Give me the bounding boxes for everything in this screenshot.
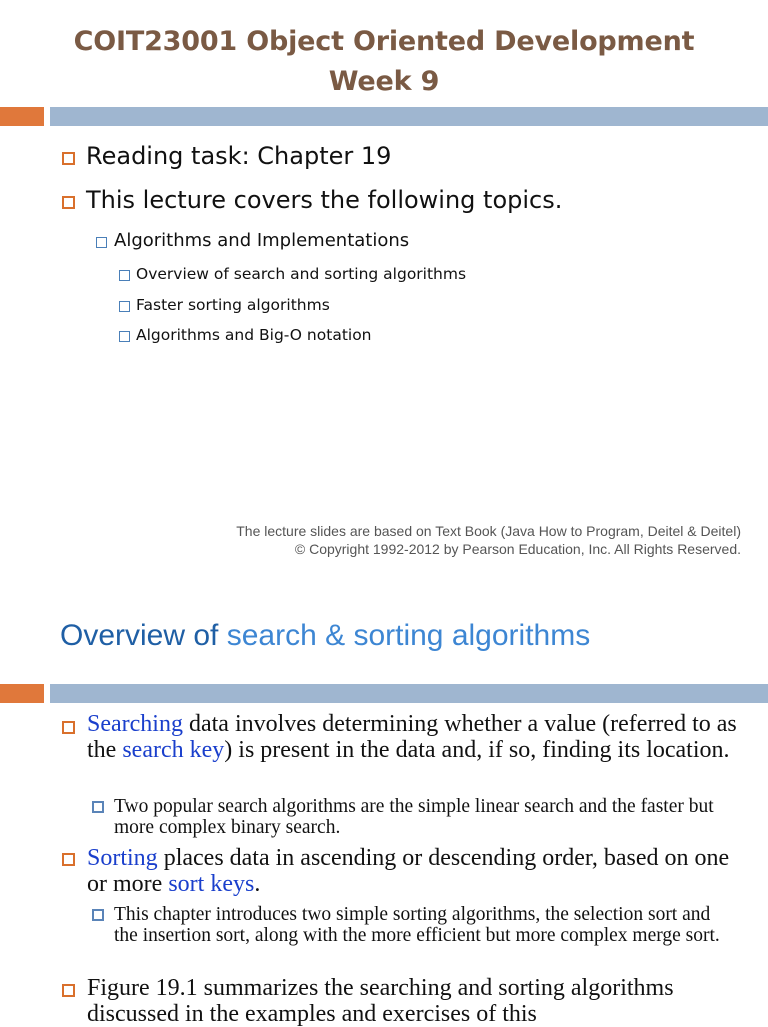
blue-square-bullet-icon xyxy=(96,237,107,248)
keyword-search-key: search key xyxy=(122,737,225,763)
slide1-title-line1: COIT23001 Object Oriented Development xyxy=(73,26,695,57)
orange-square-bullet-icon xyxy=(62,853,75,866)
bullet-text: data involves determining whether a value (referred to as the xyxy=(87,711,737,763)
bullet-text: ) is present in the data and, if so, finding its location. xyxy=(224,737,730,763)
slide2-bullet-sorting xyxy=(87,845,742,897)
orange-square-bullet-icon xyxy=(62,721,75,734)
orange-square-bullet-icon xyxy=(62,984,75,997)
slide2-accent-bar-orange xyxy=(0,684,44,703)
slide1-subsub-bigo: Algorithms and Big-O notation xyxy=(136,326,372,344)
slide2-subbullet-search-algos: Two popular search algorithms are the simple linear search and the faster but more complex binary search. xyxy=(114,796,714,838)
blue-square-bullet-icon xyxy=(119,331,130,342)
slide1-title-line2: Week 9 xyxy=(328,66,440,97)
blue-square-bullet-icon xyxy=(92,801,104,813)
slide2-heading-part2: search & sorting algorithms xyxy=(226,619,591,652)
slide2-bullet-figure: Figure 19.1 summarizes the searching and sorting algorithms discussed in the examples and exercises of this xyxy=(87,975,674,1027)
orange-square-bullet-icon xyxy=(62,196,75,209)
slide2-heading-part1: Overview of xyxy=(60,619,227,652)
slide1-accent-bar-blue xyxy=(50,107,768,126)
bullet-text: . xyxy=(254,871,261,897)
blue-square-bullet-icon xyxy=(119,301,130,312)
slide2-bullet-searching xyxy=(87,711,742,763)
slide1-accent-bar-orange xyxy=(0,107,44,126)
slide2-accent-bar-blue xyxy=(50,684,768,703)
blue-square-bullet-icon xyxy=(119,270,130,281)
keyword-searching: Searching xyxy=(87,711,183,737)
slide1-subsub-overview: Overview of search and sorting algorithms xyxy=(136,265,467,283)
keyword-sorting: Sorting xyxy=(87,845,158,871)
slide2-subbullet-sorting-algos: This chapter introduces two simple sorting algorithms, the selection sort and the insertion sort, along with the more efficient but more complex merge sort. xyxy=(114,904,720,946)
keyword-sort-keys: sort keys xyxy=(168,871,255,897)
slide1-subbullet-algorithms: Algorithms and Implementations xyxy=(114,230,410,251)
blue-square-bullet-icon xyxy=(92,909,104,921)
slide1-footnote-source: The lecture slides are based on Text Book (Java How to Program, Deitel & Deitel) xyxy=(236,523,741,539)
orange-square-bullet-icon xyxy=(62,152,75,165)
slide1-bullet-reading: Reading task: Chapter 19 xyxy=(86,142,392,170)
slide2-heading xyxy=(60,619,590,653)
bullet-text: places data in ascending or descending order, based on one or more xyxy=(87,845,730,897)
slide1-bullet-topics: This lecture covers the following topics. xyxy=(86,186,563,214)
slide1-footnote-copyright: © Copyright 1992-2012 by Pearson Education, Inc. All Rights Reserved. xyxy=(294,541,741,557)
slide1-subsub-faster: Faster sorting algorithms xyxy=(136,296,330,314)
